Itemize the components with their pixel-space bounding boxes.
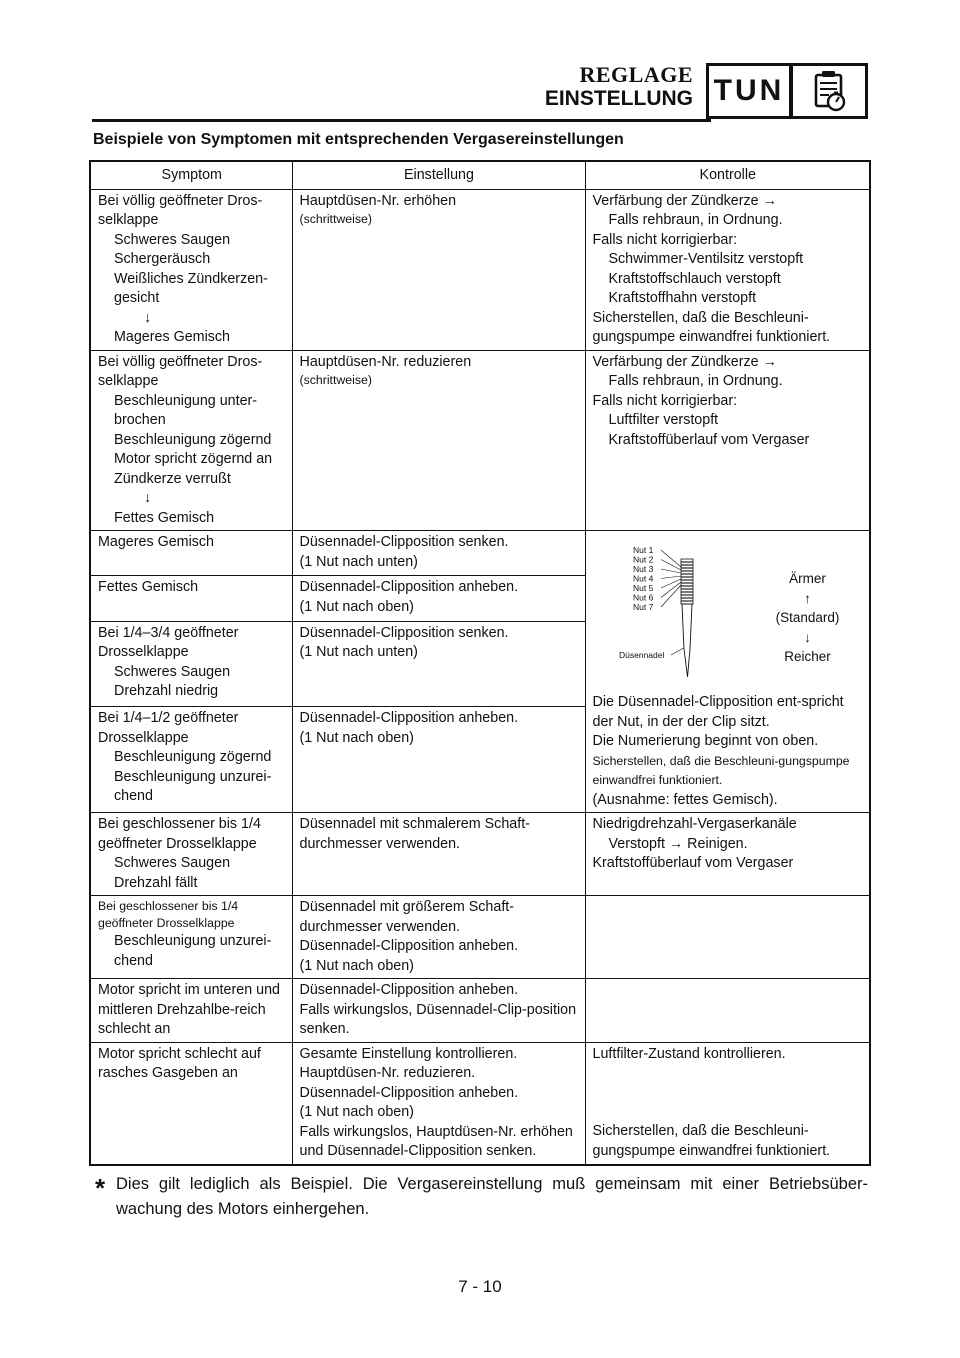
- page-number: 7 - 10: [458, 1277, 502, 1296]
- section-title-german: EINSTELLUNG: [544, 87, 693, 110]
- richer-label: Reicher: [784, 649, 831, 664]
- adjustment-text: (1 Nut nach unten): [299, 644, 418, 661]
- adjustment-text: (1 Nut nach oben): [299, 598, 414, 615]
- adjustment-note: (schrittweise): [299, 212, 372, 226]
- symptom-line: Schergeräusch: [114, 251, 211, 267]
- adjustment-text: Düsennadel-Clipposition senken.: [299, 624, 509, 641]
- symptom-text: Motor spricht schlecht auf rasches Gasgeben an: [98, 1045, 261, 1081]
- einstellung-cell: [292, 813, 585, 896]
- kontrolle-cell: [585, 350, 870, 531]
- check-line: Luftfilter verstopft: [608, 412, 719, 428]
- down-arrow-icon: ↓: [804, 629, 811, 645]
- check-line: Kraftstoffüberlauf vom Vergaser: [592, 855, 794, 871]
- groove-label: Nut 3: [632, 564, 653, 574]
- adjustment-text: (1 Nut nach oben): [299, 1104, 414, 1120]
- check-line: Kraftstoffüberlauf vom Vergaser: [608, 431, 810, 448]
- symptom-line: Schweres Saugen: [114, 231, 231, 248]
- symptom-cell: [90, 576, 292, 621]
- groove-label: Nut 1: [632, 545, 653, 555]
- jet-needle-diagram: [593, 539, 853, 687]
- adjustment-text: Düsennadel-Clipposition anheben.: [299, 710, 519, 727]
- adjustment-text: Falls wirkungslos, Hauptdüsen-Nr. erhöhen und Düsennadel-Clipposition senken.: [299, 1123, 573, 1159]
- einstellung-cell: [292, 531, 585, 576]
- down-arrow-icon: ↓: [144, 490, 152, 506]
- adjustment-text: Hauptdüsen-Nr. reduzieren: [299, 353, 472, 370]
- kontrolle-cell-empty: [585, 979, 870, 1043]
- needle-note: Sicherstellen, daß die Beschleuni-gungspumpe einwandfrei funktioniert.: [592, 753, 850, 787]
- check-line: Falls nicht korrigierbar:: [592, 231, 738, 248]
- kontrolle-cell: [585, 189, 870, 350]
- symptom-line: Schweres Saugen: [114, 663, 231, 680]
- einstellung-cell: [292, 576, 585, 621]
- symptom-line: Schweres Saugen: [114, 855, 231, 871]
- check-line: Falls rehbraun, in Ordnung.: [608, 373, 783, 389]
- table-row: [90, 896, 870, 979]
- needle-label: Düsennadel: [618, 650, 664, 660]
- symptom-cell: [90, 979, 292, 1043]
- symptom-line: Beschleunigung zögernd: [114, 749, 272, 766]
- table-row: [90, 979, 870, 1043]
- check-line: Verfärbung der Zündkerze →: [592, 192, 777, 209]
- header-rule: [92, 119, 711, 122]
- symptom-line: Weißliches Zündkerzen-gesicht: [114, 270, 268, 306]
- adjustment-text: Hauptdüsen-Nr. reduzieren.: [299, 1065, 476, 1081]
- groove-label: Nut 2: [632, 554, 653, 565]
- check-line: Verfärbung der Zündkerze →: [592, 353, 777, 370]
- table-row: [90, 350, 870, 531]
- symptom-head: Bei 1/4–3/4 geöffneter Drosselklappe: [98, 624, 239, 661]
- check-line: Falls rehbraun, in Ordnung.: [608, 212, 783, 228]
- symptom-line: Beschleunigung zögernd: [114, 431, 272, 448]
- symptom-cell: [90, 621, 292, 707]
- einstellung-cell: [292, 979, 585, 1043]
- adjustment-text: Düsennadel mit schmalerem Schaft-durchmesser verwenden.: [299, 816, 530, 852]
- kontrolle-cell-empty: [585, 896, 870, 979]
- adjustment-text: (1 Nut nach unten): [299, 553, 418, 570]
- symptom-result: Mageres Gemisch: [114, 329, 231, 345]
- symptom-head: Bei geschlossener bis 1/4 geöffneter Drosselklappe: [98, 899, 239, 930]
- symptom-head: Bei geschlossener bis 1/4 geöffneter Drosselklappe: [98, 816, 261, 852]
- check-line: Falls nicht korrigierbar:: [592, 392, 738, 409]
- symptom-line: Beschleunigung unzurei-chend: [114, 933, 272, 969]
- symptom-cell: [90, 896, 292, 979]
- adjustment-text: Falls wirkungslos, Düsennadel-Clip-position senken.: [299, 1001, 577, 1037]
- adjustment-note: (schrittweise): [299, 373, 372, 387]
- symptom-text: Motor spricht im unteren und mittleren Drehzahlbe-reich schlecht an: [98, 982, 280, 1037]
- symptom-head: Bei 1/4–1/2 geöffneter Drosselklappe: [98, 710, 239, 746]
- check-line: Kraftstoffhahn verstopft: [608, 290, 757, 306]
- table-row: [90, 189, 870, 350]
- adjustment-text: Düsennadel-Clipposition anheben.: [299, 938, 519, 954]
- symptom-line: Drehzahl niedrig: [114, 683, 219, 700]
- checklist-stopwatch-icon: [790, 63, 868, 119]
- symptom-cell: [90, 813, 292, 896]
- symptom-cell: [90, 707, 292, 813]
- symptom-head: Bei völlig geöffneter Dros-selklappe: [98, 192, 263, 228]
- adjustment-text: Düsennadel-Clipposition anheben.: [299, 579, 519, 596]
- symptom-text: Mageres Gemisch: [98, 534, 215, 550]
- check-line: Kraftstoffschlauch verstopft: [608, 270, 781, 287]
- section-tab-code: TUN: [706, 63, 792, 119]
- table-row: [90, 813, 870, 896]
- check-line: Luftfilter-Zustand kontrollieren.: [592, 1045, 786, 1062]
- adjustment-text: Gesamte Einstellung kontrollieren.: [299, 1045, 518, 1062]
- check-line: Sicherstellen, daß die Beschleuni-gungspumpe einwandfrei funktioniert.: [592, 1123, 831, 1159]
- symptom-line: Motor spricht zögernd an: [114, 451, 273, 467]
- down-arrow-icon: ↓: [144, 309, 152, 326]
- check-line: Schwimmer-Ventilsitz verstopft: [608, 251, 804, 267]
- column-header-einstellung: Einstellung: [292, 161, 585, 189]
- symptom-table: [89, 160, 871, 1166]
- adjustment-text: Hauptdüsen-Nr. erhöhen: [299, 192, 457, 209]
- column-header-symptom: Symptom: [90, 161, 292, 189]
- needle-diagram-cell: [585, 531, 870, 813]
- symptom-line: Beschleunigung unzurei-chend: [114, 768, 272, 805]
- needle-note: (Ausnahme: fettes Gemisch).: [592, 791, 778, 808]
- leaner-label: Ärmer: [789, 571, 826, 586]
- groove-label: Nut 5: [632, 583, 653, 593]
- table-row: [90, 531, 870, 576]
- symptom-cell: [90, 531, 292, 576]
- einstellung-cell: [292, 707, 585, 813]
- adjustment-text: Düsennadel mit größerem Schaft-durchmesser verwenden.: [299, 899, 515, 935]
- footnote-text: Dies gilt lediglich als Beispiel. Die Vergasereinstellung muß gemeinsam mit einer Betriebsüber-wachung des Motors einhergehen.: [116, 1175, 868, 1218]
- symptom-head: Bei völlig geöffneter Dros-selklappe: [98, 353, 263, 389]
- symptom-line: Beschleunigung unter-brochen: [114, 392, 258, 428]
- einstellung-cell: [292, 350, 585, 531]
- groove-label: Nut 4: [632, 573, 653, 584]
- kontrolle-cell: [585, 1042, 870, 1165]
- needle-shape: [681, 559, 693, 677]
- up-arrow-icon: ↑: [804, 590, 811, 606]
- kontrolle-cell: [585, 813, 870, 896]
- symptom-cell: [90, 189, 292, 350]
- standard-label: (Standard): [775, 610, 840, 625]
- adjustment-text: Düsennadel-Clipposition senken.: [299, 534, 509, 550]
- adjustment-text: (1 Nut nach oben): [299, 957, 414, 974]
- symptom-line: Drehzahl fällt: [114, 874, 198, 891]
- check-line: Sicherstellen, daß die Beschleuni-gungspumpe einwandfrei funktioniert.: [592, 309, 831, 345]
- table-row: [90, 1042, 870, 1165]
- adjustment-text: Düsennadel-Clipposition anheben.: [299, 982, 519, 998]
- groove-label: Nut 7: [632, 602, 653, 612]
- check-line: Niedrigdrehzahl-Vergaserkanäle: [592, 816, 797, 832]
- symptom-cell: [90, 1042, 292, 1165]
- section-title-french: REGLAGE: [579, 62, 693, 87]
- needle-note: Die Numerierung beginnt von oben.: [592, 733, 819, 749]
- table-header-row: [90, 161, 870, 189]
- groove-label: Nut 6: [632, 592, 653, 603]
- einstellung-cell: [292, 1042, 585, 1165]
- symptom-cell: [90, 350, 292, 531]
- symptom-text: Fettes Gemisch: [98, 579, 199, 596]
- adjustment-text: (1 Nut nach oben): [299, 729, 414, 746]
- check-line: Verstopft → Reinigen.: [608, 835, 748, 852]
- adjustment-text: Düsennadel-Clipposition anheben.: [299, 1084, 519, 1101]
- symptom-line: Zündkerze verrußt: [114, 470, 231, 487]
- page-title: Beispiele von Symptomen mit entsprechenden Vergasereinstellungen: [93, 131, 624, 148]
- needle-note: Die Düsennadel-Clipposition ent-spricht der Nut, in der der Clip sitzt.: [592, 694, 844, 730]
- column-header-kontrolle: Kontrolle: [585, 161, 870, 189]
- einstellung-cell: [292, 896, 585, 979]
- einstellung-cell: [292, 621, 585, 707]
- einstellung-cell: [292, 189, 585, 350]
- symptom-result: Fettes Gemisch: [114, 509, 215, 526]
- footnote-asterisk: *: [95, 1173, 106, 1203]
